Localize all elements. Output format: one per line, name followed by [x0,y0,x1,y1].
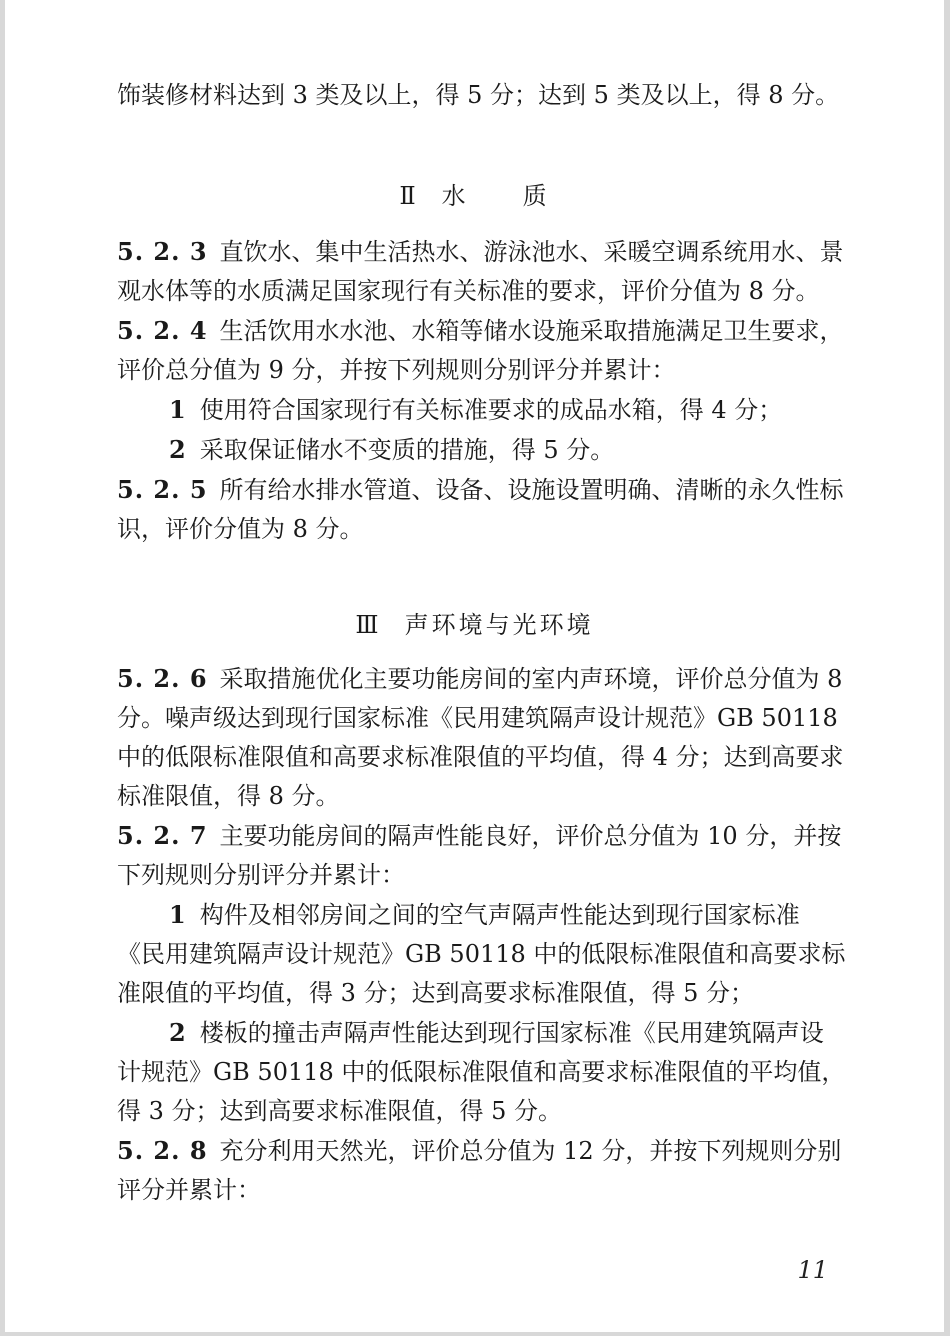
item-number: 1 [169,395,186,424]
clause-5-2-7 [117,816,847,895]
clause-5-2-4-item-1 [117,390,847,430]
clause-number: 5. 2. 8 [117,1136,208,1165]
intro-paragraph: 饰装修材料达到 3 类及以上，得 5 分；达到 5 类及以上，得 8 分。 [117,81,840,109]
clause-text: 生活饮用水水池、水箱等储水设施采取措施满足卫生要求，评价总分值为 9 分，并按下列规则分别评分并累计： [117,317,844,384]
heading-roman-numeral: Ⅲ [355,611,379,639]
clause-text: 主要功能房间的隔声性能良好，评价总分值为 10 分，并按下列规则分别评分并累计： [117,822,842,889]
heading-title: 声环境与光环境 [404,611,594,639]
clause-number: 5. 2. 4 [117,316,208,345]
item-number: 1 [169,900,186,929]
water-clauses-block [117,232,847,549]
intro-block [117,76,847,115]
clause-text: 所有给水排水管道、设备、设施设置明确、清晰的永久性标识，评价分值为 8 分。 [117,476,844,543]
clause-number: 5. 2. 6 [117,664,208,693]
clause-text: 采取措施优化主要功能房间的室内声环境，评价总分值为 8 分。噪声级达到现行国家标准《民用建筑隔声设计规范》GB 50118 中的低限标准限值和高要求标准限值的平均值，得 4 分；达到高要求标准限值，得 8 分。 [117,665,844,810]
clause-5-2-8 [117,1131,847,1210]
clause-5-2-4 [117,311,847,390]
heading-title: 水 质 [441,182,550,210]
item-text: 构件及相邻房间之间的空气声隔声性能达到现行国家标准《民用建筑隔声设计规范》GB 50118 中的低限标准限值和高要求标准限值的平均值，得 3 分；达到高要求标准限值，得 5 分； [117,901,846,1007]
clause-number: 5. 2. 7 [117,821,208,850]
clause-5-2-3 [117,232,847,311]
document-page [5,0,944,1332]
clause-5-2-7-item-1 [117,895,847,1013]
item-text: 楼板的撞击声隔声性能达到现行国家标准《民用建筑隔声设计规范》GB 50118 中的低限标准限值和高要求标准限值的平均值，得 3 分；达到高要求标准限值，得 5 分。 [117,1019,846,1125]
clause-number: 5. 2. 5 [117,475,208,504]
section-heading-water-quality [5,176,944,211]
clause-number: 5. 2. 3 [117,237,208,266]
page-number: 11 [797,1256,828,1284]
heading-roman-numeral: Ⅱ [399,182,416,210]
sound-light-clauses-block [117,659,847,1210]
clause-5-2-5 [117,470,847,549]
item-text: 使用符合国家现行有关标准要求的成品水箱，得 4 分； [199,396,783,424]
clause-5-2-4-item-2 [117,430,847,470]
clause-5-2-7-item-2 [117,1013,847,1131]
clause-text: 充分利用天然光，评价总分值为 12 分，并按下列规则分别评分并累计： [117,1137,842,1204]
item-text: 采取保证储水不变质的措施，得 5 分。 [199,436,615,464]
clause-text: 直饮水、集中生活热水、游泳池水、采暖空调系统用水、景观水体等的水质满足国家现行有关标准的要求，评价分值为 8 分。 [117,238,844,305]
clause-5-2-6 [117,659,847,816]
section-heading-sound-light [5,605,944,640]
item-number: 2 [169,435,186,464]
item-number: 2 [169,1018,186,1047]
